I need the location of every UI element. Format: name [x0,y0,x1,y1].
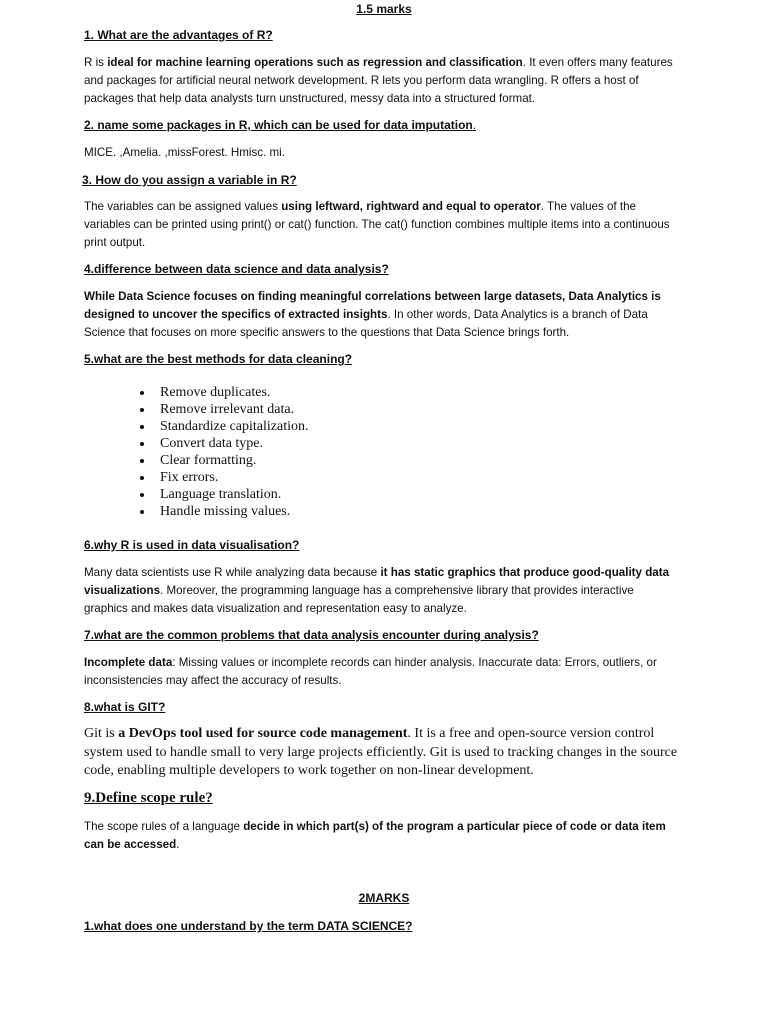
question-8-answer [84,725,684,781]
q9-answer-post: . [176,838,180,851]
question-5-title: 5.what are the best methods for data cleaning? [84,352,353,366]
bullet-icon [140,391,144,395]
q8-answer-post: . It is a free and open-source version control system used to handle small to very large projects efficiently. Git is used to tracking changes in the source code, enabling multiple developers to work together on non-linear development. [84,726,678,778]
question-4-title: 4.difference between data science and data analysis? [84,262,389,276]
question-6-title: 6.why R is used in data visualisation? [84,538,300,552]
question-7-answer [84,654,674,690]
list-item [140,452,309,469]
q3-answer-pre: The variables can be assigned values [84,200,282,213]
q1-answer-post: . It even offers many features and packages for artificial neural network development. R lets you perform data wrangling. R offers a host of packages that help data analysts turn unstructured, messy data into a structured format. [84,56,673,105]
q9-answer-pre: The scope rules of a language [84,820,244,833]
q8-answer-bold: a DevOps tool used for source code management [118,726,408,741]
bullet-icon [140,442,144,446]
bullet-icon [140,476,144,480]
question-3-answer [84,198,674,252]
question-1-title: 1. What are the advantages of R? [84,28,273,42]
list-item-text: Clear formatting. [160,453,257,468]
q7-answer-bold: Incomplete data [84,656,173,669]
question-9-answer [84,818,674,854]
section-heading-2-marks: 2MARKS [358,891,410,905]
q8-answer-pre: Git is [84,726,119,741]
bullet-icon [140,425,144,429]
q4-answer-post: . In other words, Data Analytics is a branch of Data Science that focuses on more specific answers to the questions that Data Science brings forth. [84,308,648,339]
bullet-icon [140,459,144,463]
q1-answer-pre: R is [84,56,108,69]
q6-answer-bold: it has static graphics that produce good-quality data visualizations [84,566,670,597]
list-item [140,384,309,401]
list-item [140,435,309,452]
list-item-text: Convert data type. [160,436,264,451]
list-item-text: Remove duplicates. [160,385,271,400]
question-6-answer [84,564,674,618]
q6-answer-post: . Moreover, the programming language has a comprehensive library that provides interactive graphics and makes data visualization and representation easy to analyze. [84,584,634,615]
list-item [140,503,309,520]
section-2-question-1-title: 1.what does one understand by the term DATA SCIENCE? [84,919,413,933]
question-7-title: 7.what are the common problems that data analysis encounter during analysis? [84,628,539,642]
q2-title-tail: . [472,118,477,132]
bullet-icon [140,493,144,497]
list-item [140,486,309,503]
question-4-answer [84,288,674,342]
list-item-text: Fix errors. [160,470,219,485]
list-item [140,469,309,486]
question-8-title: 8.what is GIT? [84,700,166,714]
section-heading-1-5-marks: 1.5 marks [356,2,412,16]
question-3-title: 3. How do you assign a variable in R? [82,173,297,187]
list-item-text: Remove irrelevant data. [160,402,295,417]
q2-title-text: 2. name some packages in R, which can be used for data imputation [84,118,473,132]
q4-answer-bold: While Data Science focuses on finding meaningful correlations between large datasets, Data Analytics is designed to uncover the specifics of extracted insights [84,290,661,321]
q3-answer-post: . The values of the variables can be printed using print() or cat() function. The cat() function combines multiple items into a continuous print output. [84,200,670,249]
q1-answer-bold: ideal for machine learning operations such as regression and classification [107,56,523,69]
list-item-text: Standardize capitalization. [160,419,309,434]
data-cleaning-list [140,384,309,520]
list-item-text: Handle missing values. [160,504,291,519]
q6-answer-pre: Many data scientists use R while analyzing data because [84,566,381,579]
question-2-title [84,118,476,132]
list-item [140,418,309,435]
bullet-icon [140,510,144,514]
list-item-text: Language translation. [160,487,282,502]
bullet-icon [140,408,144,412]
list-item [140,401,309,418]
question-1-answer [84,54,674,108]
question-2-answer: MICE. ,Amelia. ,missForest. Hmisc. mi. [84,146,285,159]
q9-answer-bold: decide in which part(s) of the program a particular piece of code or data item can be accessed [84,820,666,851]
q7-answer-post: : Missing values or incomplete records can hinder analysis. Inaccurate data: Errors, outliers, or inconsistencies may affect the accuracy of results. [84,656,657,687]
question-9-title: 9.Define scope rule? [84,790,213,806]
q3-answer-bold: using leftward, rightward and equal to operator [281,200,541,213]
